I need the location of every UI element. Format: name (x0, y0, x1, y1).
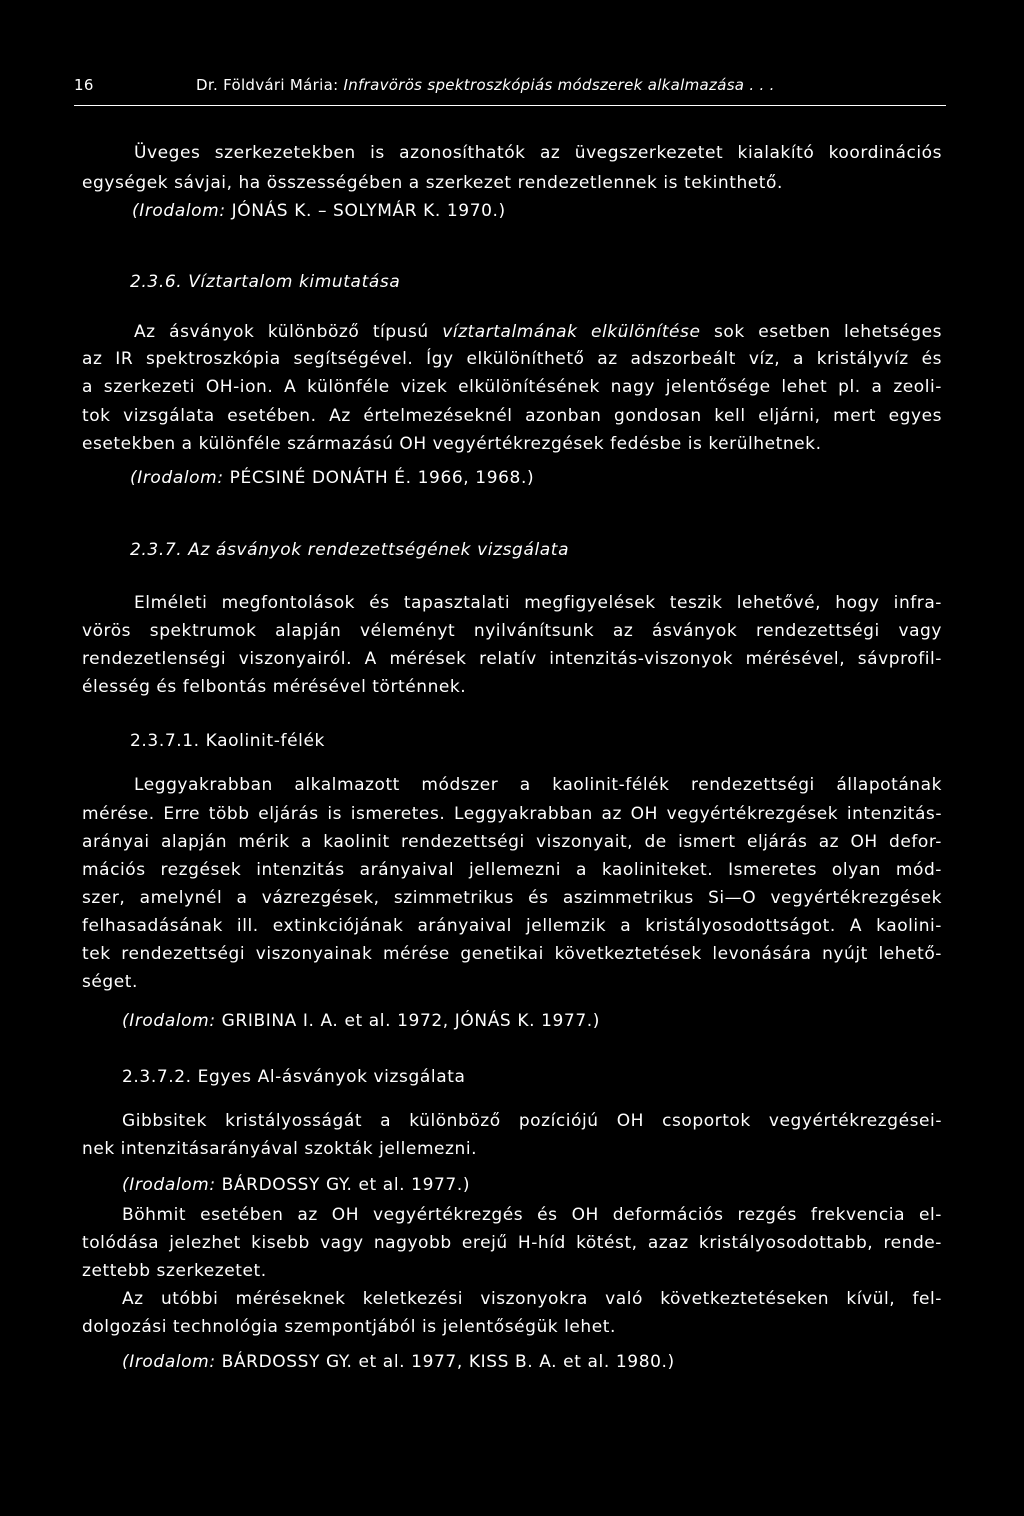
paragraph-line: tok vizsgálata esetében. Az értelmezéseknél azonban gondosan kell eljárni, mert egyes (82, 406, 942, 426)
paragraph-line: szer, amelynél a vázrezgések, szimmetrikus és aszimmetrikus Si—O vegyértékrezgések (82, 888, 942, 908)
header-rule (74, 105, 946, 106)
section-heading (130, 540, 569, 560)
paragraph-line: a szerkezeti OH-ion. A különféle vizek elkülönítésének nagy jelentősége lehet pl. a zeoli- (82, 377, 942, 397)
reference-label: (Irodalom: (132, 201, 226, 221)
line-part: Az ásványok különböző típusú (134, 322, 443, 342)
reference (132, 201, 506, 221)
paragraph-line: egységek sávjai, ha összességében a szerkezet rendezetlennek is tekinthető. (82, 173, 783, 193)
header-title: Infravörös spektroszkópiás módszerek alkalmazása . . . (343, 76, 775, 94)
section-title: Az ásványok rendezettségének vizsgálata (182, 540, 570, 560)
paragraph-line: esetekben a különféle származású OH vegyértékrezgések fedésbe is kerülhetnek. (82, 434, 822, 454)
section-number: 2.3.7. (130, 540, 183, 560)
reference (130, 468, 534, 488)
paragraph-line: Gibbsitek kristályosságát a különböző pozíciójú OH csoportok vegyértékrezgései- (122, 1111, 942, 1131)
reference (122, 1011, 600, 1031)
paragraph-line: mációs rezgések intenzitás arányaival jellemezni a kaoliniteket. Ismeretes olyan mód- (82, 860, 942, 880)
paragraph-line: élesség és felbontás mérésével történnek. (82, 677, 467, 697)
paragraph-line: arányai alapján mérik a kaolinit rendezettségi viszonyait, de ismert eljárás az OH defor- (82, 832, 942, 852)
running-header (74, 76, 946, 104)
header-author: Dr. Földvári Mária: (196, 76, 344, 94)
reference-label: (Irodalom: (130, 468, 224, 488)
reference-text: BÁRDOSSY GY. et al. 1977.) (215, 1175, 471, 1195)
section-title: Víztartalom kimutatása (182, 272, 401, 292)
paragraph-line: Üveges szerkezetekben is azonosíthatók az üvegszerkezetet kialakító koordinációs (134, 143, 942, 163)
paragraph-line: az IR spektroszkópia segítségével. Így elkülöníthető az adszorbeált víz, a kristályvíz és (82, 349, 942, 369)
line-emphasis: víztartalmának elkülönítése (442, 322, 701, 342)
paragraph-line: zettebb szerkezetet. (82, 1261, 267, 1281)
paragraph-line: Az utóbbi méréseknek keletkezési viszonyokra való következtetéseken kívül, fel- (122, 1289, 942, 1309)
paragraph-line: dolgozási technológia szempontjából is jelentőségük lehet. (82, 1317, 616, 1337)
page-number: 16 (74, 76, 94, 94)
section-heading (130, 272, 400, 292)
reference (122, 1352, 675, 1372)
reference-label: (Irodalom: (122, 1352, 216, 1372)
reference-text: JÓNÁS K. – SOLYMÁR K. 1970.) (225, 201, 506, 221)
paragraph-line: Leggyakrabban alkalmazott módszer a kaolinit-félék rendezettségi állapotának (134, 775, 942, 795)
paragraph-line: tolódása jelezhet kisebb vagy nagyobb erejű H-híd kötést, azaz kristályosodottabb, rende- (82, 1233, 942, 1253)
paragraph-line: tek rendezettségi viszonyainak mérése genetikai következtetések levonására nyújt lehető- (82, 944, 942, 964)
paragraph-line: Böhmit esetében az OH vegyértékrezgés és OH deformációs rezgés frekvencia el- (122, 1205, 942, 1225)
paragraph-line: Elméleti megfontolások és tapasztalati megfigyelések teszik lehetővé, hogy infra- (134, 593, 942, 613)
reference-text: PÉCSINÉ DONÁTH É. 1966, 1968.) (223, 468, 535, 488)
paragraph-line: vörös spektrumok alapján véleményt nyilvánítsunk az ásványok rendezettségi vagy (82, 621, 942, 641)
reference-label: (Irodalom: (122, 1011, 216, 1031)
paragraph-line: nek intenzitásarányával szokták jellemezni. (82, 1139, 478, 1159)
subsection-heading: 2.3.7.1. Kaolinit-félék (130, 731, 325, 751)
subsection-heading: 2.3.7.2. Egyes Al-ásványok vizsgálata (122, 1067, 466, 1087)
paragraph-line (134, 320, 942, 344)
reference-text: BÁRDOSSY GY. et al. 1977, KISS B. A. et al. 1980.) (215, 1352, 675, 1372)
reference-label: (Irodalom: (122, 1175, 216, 1195)
paragraph-line: séget. (82, 972, 138, 992)
reference (122, 1175, 470, 1195)
reference-text: GRIBINA I. A. et al. 1972, JÓNÁS K. 1977.) (215, 1011, 600, 1031)
paragraph-line: felhasadásának ill. extinkciójának arányaival jellemzik a kristályosodottságot. A kaolini- (82, 916, 942, 936)
paragraph-line: mérése. Erre több eljárás is ismeretes. Leggyakrabban az OH vegyértékrezgések intenzitás- (82, 804, 942, 824)
section-number: 2.3.6. (130, 272, 183, 292)
running-title (196, 76, 775, 94)
line-part: sok esetben lehetséges (700, 322, 943, 342)
paragraph-line: rendezetlenségi viszonyairól. A mérések relatív intenzitás-viszonyok mérésével, sávprofil- (82, 649, 942, 669)
